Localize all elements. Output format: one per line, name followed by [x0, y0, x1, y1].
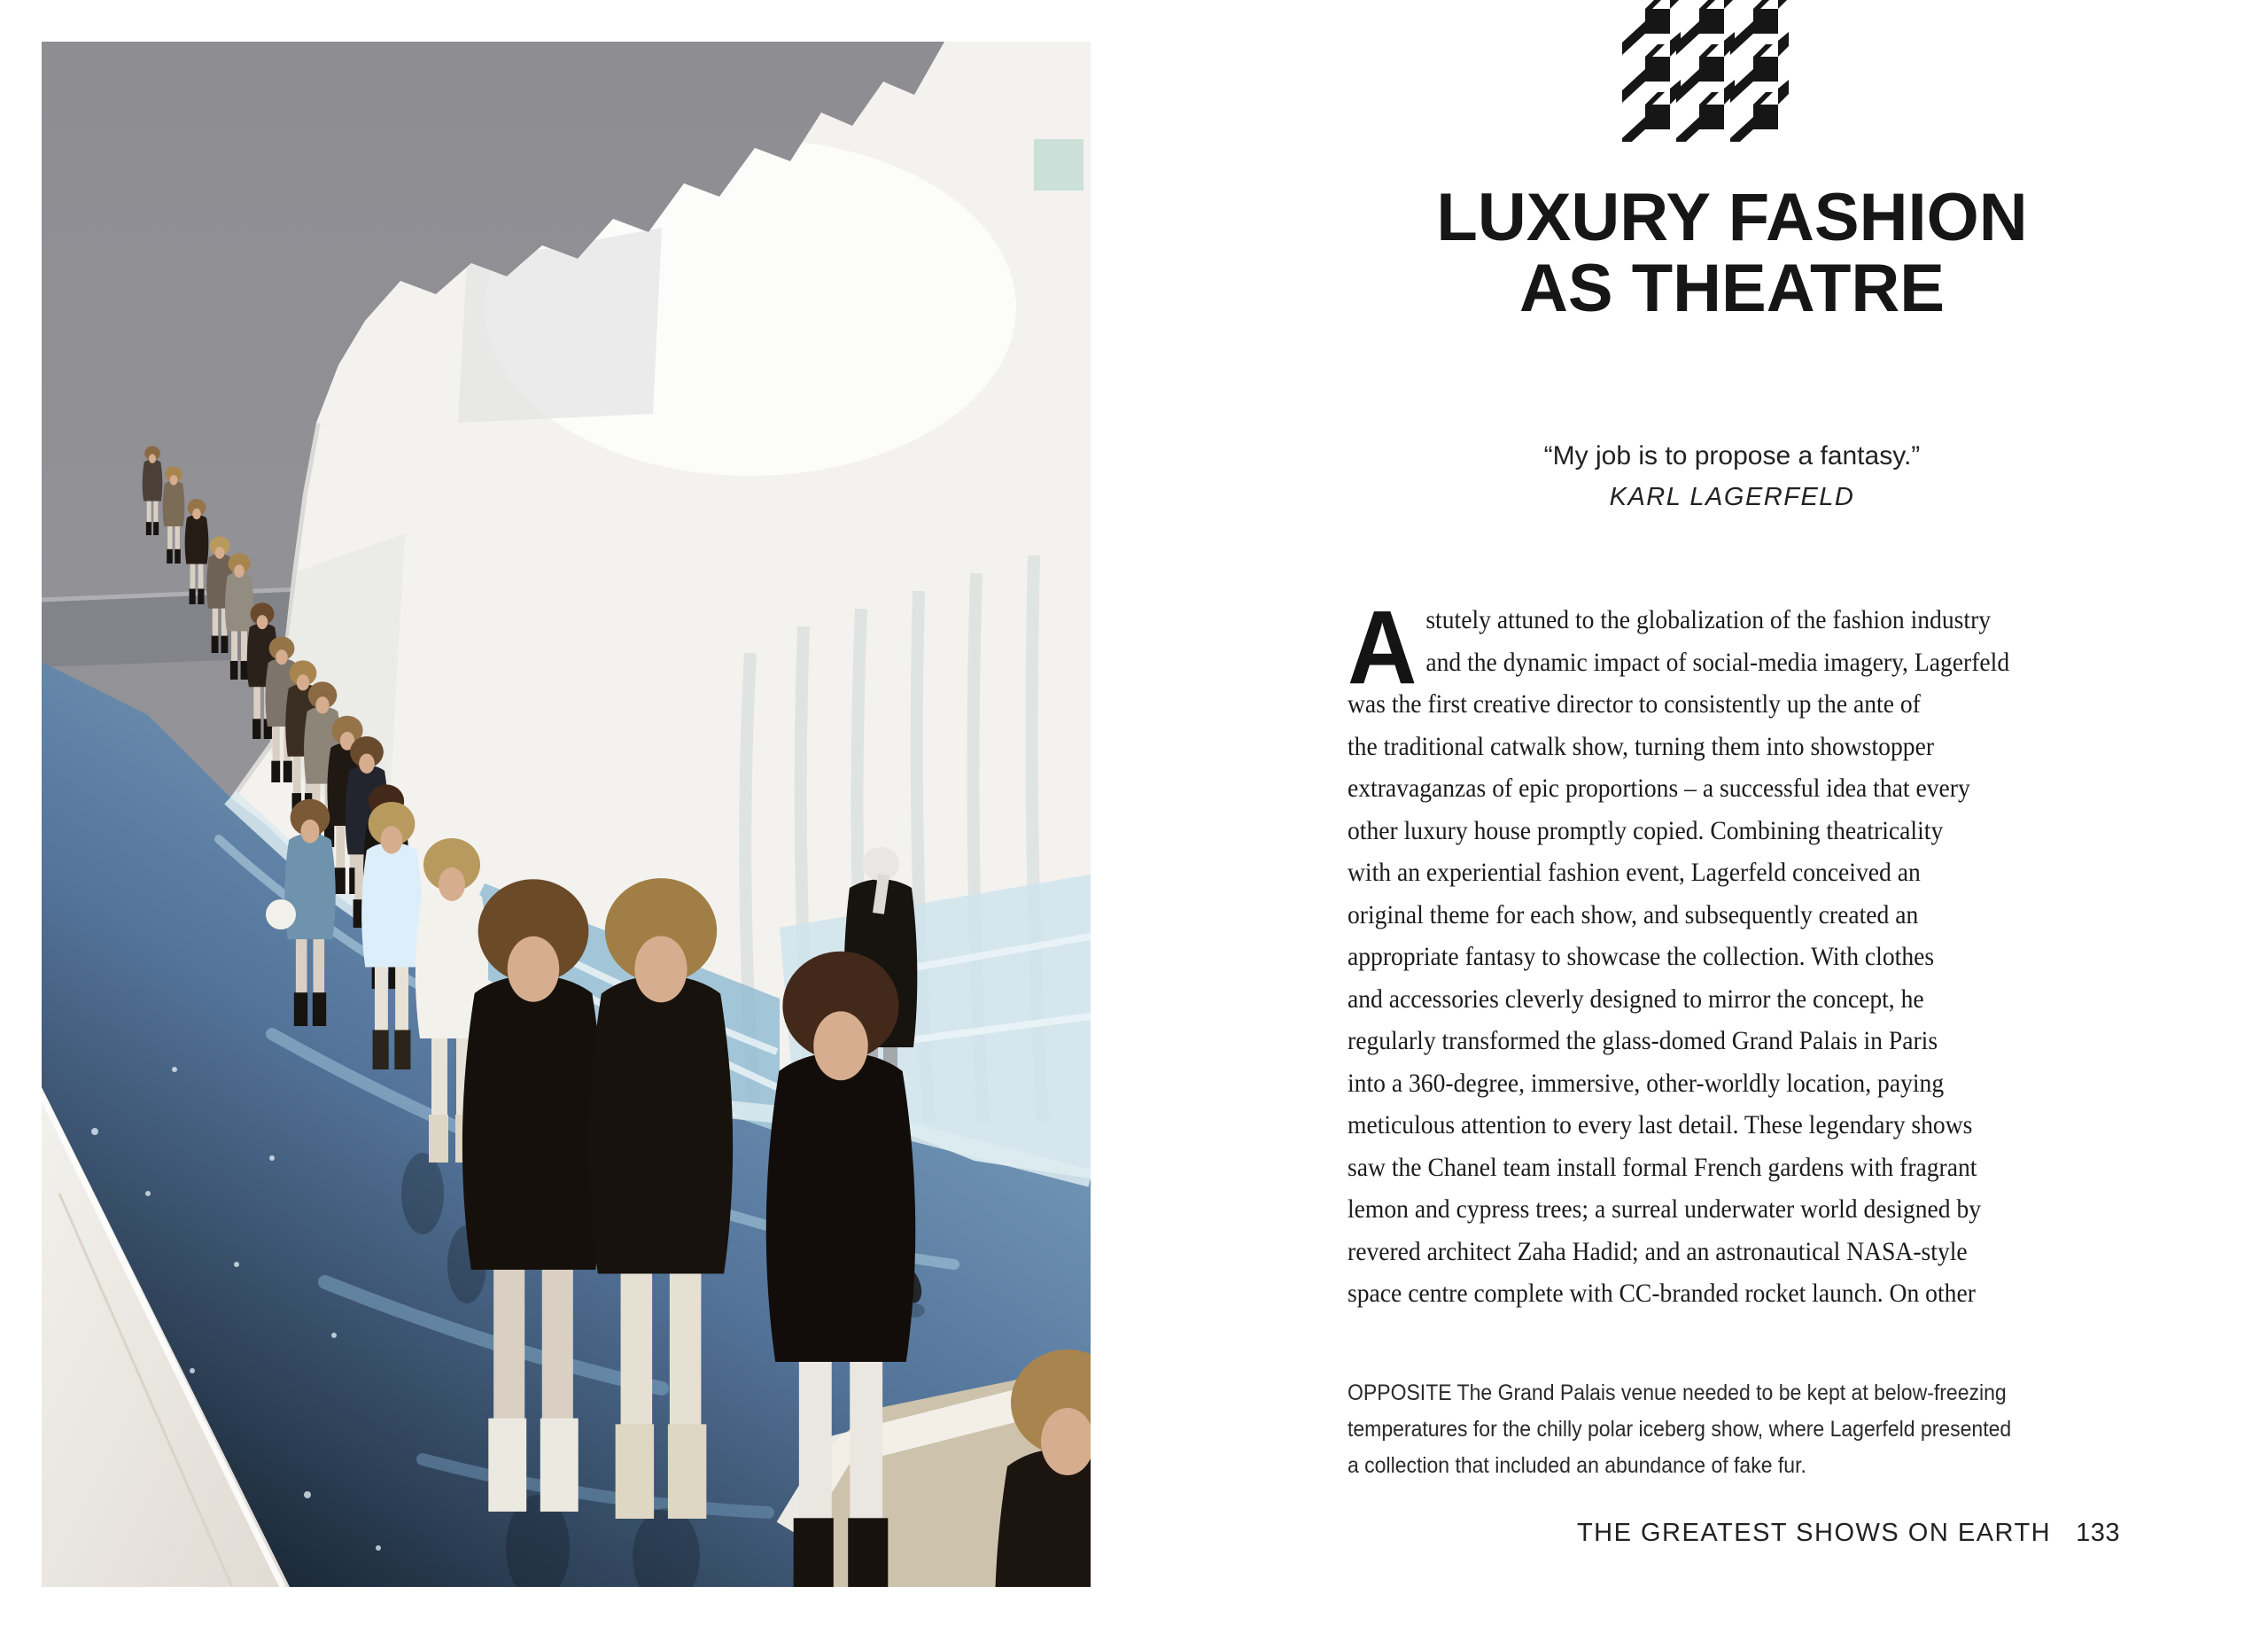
caption-line: OPPOSITE The Grand Palais venue needed to be kept at below-freezing: [1348, 1380, 2007, 1405]
photo-caption: [1348, 1375, 2130, 1484]
pull-quote: [1342, 436, 2122, 517]
caption-line: a collection that included an abundance of fake fur.: [1348, 1453, 1806, 1478]
runway-photograph: [42, 42, 1091, 1587]
body-line: was the first creative director to consistently up the ante of: [1348, 689, 1921, 719]
body-line: with an experiential fashion event, Lagerfeld conceived an: [1348, 858, 1921, 887]
body-line: stutely attuned to the globalization of the fashion industry: [1425, 605, 1992, 634]
body-line: other luxury house promptly copied. Combining theatricality: [1348, 815, 1944, 845]
page-footer: [1577, 1519, 2120, 1548]
body-line: into a 360-degree, immersive, other-worldly location, paying: [1348, 1068, 1945, 1098]
drop-cap: A: [1348, 589, 1418, 706]
quote-text: “My job is to propose a fantasy.”: [1543, 441, 1921, 470]
body-line: extravaganzas of epic proportions – a successful idea that every: [1348, 774, 1970, 803]
body-line: appropriate fantasy to showcase the collection. With clothes: [1348, 942, 1935, 971]
iceberg-runway-illustration: [42, 42, 1091, 1587]
body-line: meticulous attention to every last detail. These legendary shows: [1348, 1110, 1973, 1139]
body-line: space centre complete with CC-branded rocket launch. On other: [1348, 1279, 1976, 1308]
caption-line: temperatures for the chilly polar iceberg show, where Lagerfeld presented: [1348, 1417, 2012, 1442]
houndstooth-motif: [1608, 0, 1790, 142]
running-head: THE GREATEST SHOWS ON EARTH: [1576, 1519, 2052, 1547]
body-line: original theme for each show, and subsequently created an: [1348, 899, 1919, 929]
body-line: revered architect Zaha Hadid; and an astronautical NASA-style: [1348, 1236, 1968, 1266]
chapter-title-line1: LUXURY FASHION: [1436, 180, 2028, 255]
body-line: the traditional catwalk show, turning them into showstopper: [1348, 731, 1935, 761]
quote-attribution: KARL LAGERFELD: [1609, 483, 1855, 511]
page-number: 133: [2076, 1519, 2120, 1547]
text-page: [1342, 0, 2122, 1633]
body-line: and accessories cleverly designed to mirror the concept, he: [1348, 984, 1924, 1014]
body-line: regularly transformed the glass-domed Grand Palais in Paris: [1348, 1026, 1938, 1055]
body-line: saw the Chanel team install formal French gardens with fragrant: [1348, 1152, 1977, 1182]
chapter-title-line2: AS THEATRE: [1519, 251, 1945, 326]
body-line: lemon and cypress trees; a surreal underwater world designed by: [1348, 1194, 1982, 1224]
chapter-title: [1342, 180, 2122, 326]
body-line: and the dynamic impact of social-media imagery, Lagerfeld: [1425, 647, 2010, 677]
body-copy: [1348, 589, 2130, 1315]
